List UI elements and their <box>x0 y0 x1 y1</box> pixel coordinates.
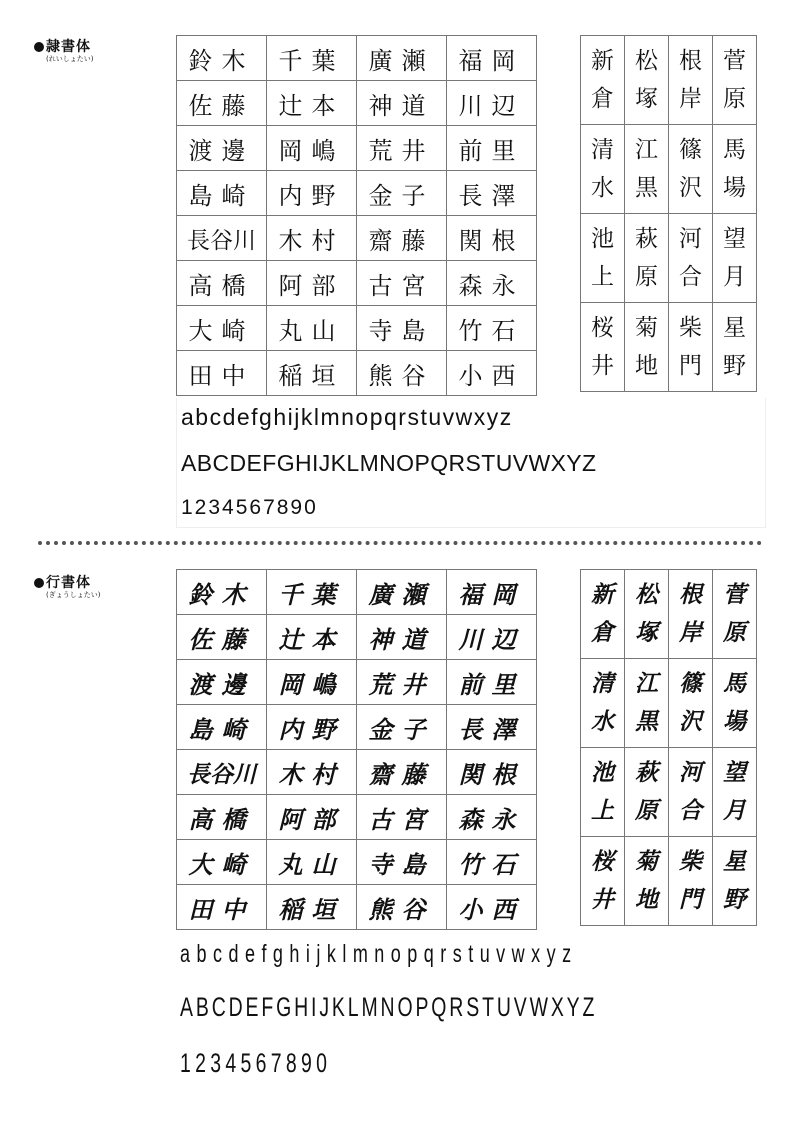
name-cell: 島崎 <box>177 705 267 750</box>
vertical-name-cell: 根 岸 <box>669 570 713 659</box>
name-cell: 長澤 <box>447 705 537 750</box>
vertical-name-cell: 池 上 <box>581 748 625 837</box>
name-cell: 前里 <box>447 126 537 171</box>
name-cell: 阿部 <box>267 795 357 840</box>
uppercase-sample: ABCDEFGHIJKLMNOPQRSTUVWXYZ <box>181 450 597 476</box>
vertical-name-cell: 河 合 <box>669 214 713 303</box>
name-row <box>177 750 537 795</box>
vertical-name-cell: 萩 原 <box>625 748 669 837</box>
vertical-name-cell: 江 黒 <box>625 659 669 748</box>
name-cell: 田中 <box>177 885 267 930</box>
name-cell: 福岡 <box>447 570 537 615</box>
name-cell: 高橋 <box>177 795 267 840</box>
vertical-name-cell: 新 倉 <box>581 36 625 125</box>
name-cell: 稲垣 <box>267 351 357 396</box>
vertical-name-row <box>581 303 757 392</box>
vertical-name-cell: 馬 場 <box>713 125 757 214</box>
name-grid <box>176 35 537 396</box>
name-row <box>177 351 537 396</box>
name-cell: 木村 <box>267 216 357 261</box>
name-cell: 田中 <box>177 351 267 396</box>
name-cell: 大崎 <box>177 306 267 351</box>
lowercase-sample: abcdefghijklmnopqrstuvwxyz <box>180 940 578 968</box>
section-divider <box>38 541 762 545</box>
vertical-name-cell: 江 黒 <box>625 125 669 214</box>
name-cell: 内野 <box>267 705 357 750</box>
name-cell: 鈴木 <box>177 36 267 81</box>
section-reading: (れいしょたい) <box>46 55 94 63</box>
name-row <box>177 570 537 615</box>
name-cell: 佐藤 <box>177 81 267 126</box>
name-cell: 荒井 <box>357 660 447 705</box>
name-cell: 森永 <box>447 795 537 840</box>
name-cell: 辻本 <box>267 81 357 126</box>
name-cell: 鈴木 <box>177 570 267 615</box>
name-row <box>177 660 537 705</box>
vertical-name-cell: 柴 門 <box>669 303 713 392</box>
vertical-name-cell: 松 塚 <box>625 570 669 659</box>
name-cell: 木村 <box>267 750 357 795</box>
vertical-name-cell: 馬 場 <box>713 659 757 748</box>
lowercase-sample: abcdefghijklmnopqrstuvwxyz <box>181 404 513 430</box>
name-cell: 福岡 <box>447 36 537 81</box>
name-cell: 寺島 <box>357 840 447 885</box>
name-cell: 廣瀬 <box>357 36 447 81</box>
vertical-name-cell: 桜 井 <box>581 303 625 392</box>
alphabet-sample <box>176 932 764 1092</box>
name-cell: 大崎 <box>177 840 267 885</box>
vertical-name-grid <box>580 35 757 392</box>
vertical-name-cell: 根 岸 <box>669 36 713 125</box>
name-row <box>177 216 537 261</box>
alphabet-sample <box>176 398 766 528</box>
vertical-name-row <box>581 125 757 214</box>
name-cell: 渡邊 <box>177 660 267 705</box>
section-header <box>34 36 93 64</box>
name-cell: 長谷川 <box>177 750 267 795</box>
vertical-name-cell: 菅 原 <box>713 36 757 125</box>
bullet-icon <box>34 578 44 588</box>
vertical-name-grid <box>580 569 757 926</box>
vertical-name-cell: 清 水 <box>581 125 625 214</box>
name-row <box>177 126 537 171</box>
name-cell: 前里 <box>447 660 537 705</box>
vertical-name-cell: 星 野 <box>713 837 757 926</box>
vertical-name-row <box>581 36 757 125</box>
vertical-name-cell: 星 野 <box>713 303 757 392</box>
name-cell: 丸山 <box>267 840 357 885</box>
name-cell: 内野 <box>267 171 357 216</box>
name-cell: 齋藤 <box>357 750 447 795</box>
name-cell: 岡嶋 <box>267 660 357 705</box>
name-cell: 阿部 <box>267 261 357 306</box>
name-cell: 丸山 <box>267 306 357 351</box>
name-cell: 高橋 <box>177 261 267 306</box>
name-cell: 川辺 <box>447 81 537 126</box>
section-title: 隷書体 <box>34 36 93 56</box>
name-cell: 小西 <box>447 351 537 396</box>
bullet-icon <box>34 42 44 52</box>
name-cell: 古宮 <box>357 795 447 840</box>
name-cell: 長谷川 <box>177 216 267 261</box>
name-cell: 辻本 <box>267 615 357 660</box>
vertical-name-cell: 池 上 <box>581 214 625 303</box>
vertical-name-cell: 望 月 <box>713 214 757 303</box>
vertical-name-cell: 松 塚 <box>625 36 669 125</box>
name-cell: 金子 <box>357 171 447 216</box>
name-row <box>177 795 537 840</box>
name-cell: 千葉 <box>267 36 357 81</box>
name-cell: 川辺 <box>447 615 537 660</box>
name-row <box>177 885 537 930</box>
vertical-name-cell: 菊 地 <box>625 303 669 392</box>
vertical-name-cell: 篠 沢 <box>669 659 713 748</box>
name-cell: 長澤 <box>447 171 537 216</box>
vertical-name-cell: 菊 地 <box>625 837 669 926</box>
name-cell: 関根 <box>447 216 537 261</box>
vertical-name-cell: 河 合 <box>669 748 713 837</box>
vertical-name-cell: 望 月 <box>713 748 757 837</box>
section-header <box>34 572 100 600</box>
vertical-name-row <box>581 837 757 926</box>
vertical-name-cell: 新 倉 <box>581 570 625 659</box>
name-row <box>177 840 537 885</box>
name-cell: 森永 <box>447 261 537 306</box>
name-cell: 熊谷 <box>357 885 447 930</box>
name-cell: 神道 <box>357 615 447 660</box>
vertical-name-row <box>581 570 757 659</box>
name-row <box>177 81 537 126</box>
name-cell: 渡邊 <box>177 126 267 171</box>
name-cell: 稲垣 <box>267 885 357 930</box>
vertical-name-row <box>581 659 757 748</box>
name-cell: 荒井 <box>357 126 447 171</box>
vertical-name-row <box>581 748 757 837</box>
name-cell: 千葉 <box>267 570 357 615</box>
section-title: 行書体 <box>34 572 100 592</box>
vertical-name-cell: 萩 原 <box>625 214 669 303</box>
name-row <box>177 306 537 351</box>
name-cell: 小西 <box>447 885 537 930</box>
vertical-name-row <box>581 214 757 303</box>
digits-sample: 1234567890 <box>180 1048 332 1078</box>
name-row <box>177 615 537 660</box>
name-row <box>177 705 537 750</box>
name-cell: 竹石 <box>447 840 537 885</box>
vertical-name-cell: 篠 沢 <box>669 125 713 214</box>
vertical-name-cell: 菅 原 <box>713 570 757 659</box>
name-cell: 関根 <box>447 750 537 795</box>
name-cell: 竹石 <box>447 306 537 351</box>
name-cell: 古宮 <box>357 261 447 306</box>
name-cell: 神道 <box>357 81 447 126</box>
name-cell: 寺島 <box>357 306 447 351</box>
vertical-name-cell: 清 水 <box>581 659 625 748</box>
section-reading: (ぎょうしょたい) <box>46 591 101 599</box>
name-grid <box>176 569 537 930</box>
name-cell: 佐藤 <box>177 615 267 660</box>
name-cell: 金子 <box>357 705 447 750</box>
uppercase-sample: ABCDEFGHIJKLMNOPQRSTUVWXYZ <box>180 992 598 1022</box>
name-cell: 熊谷 <box>357 351 447 396</box>
vertical-name-cell: 桜 井 <box>581 837 625 926</box>
name-cell: 島崎 <box>177 171 267 216</box>
digits-sample: 1234567890 <box>181 496 318 519</box>
vertical-name-cell: 柴 門 <box>669 837 713 926</box>
name-cell: 岡嶋 <box>267 126 357 171</box>
name-row <box>177 171 537 216</box>
name-cell: 廣瀬 <box>357 570 447 615</box>
name-row <box>177 261 537 306</box>
name-cell: 齋藤 <box>357 216 447 261</box>
name-row <box>177 36 537 81</box>
